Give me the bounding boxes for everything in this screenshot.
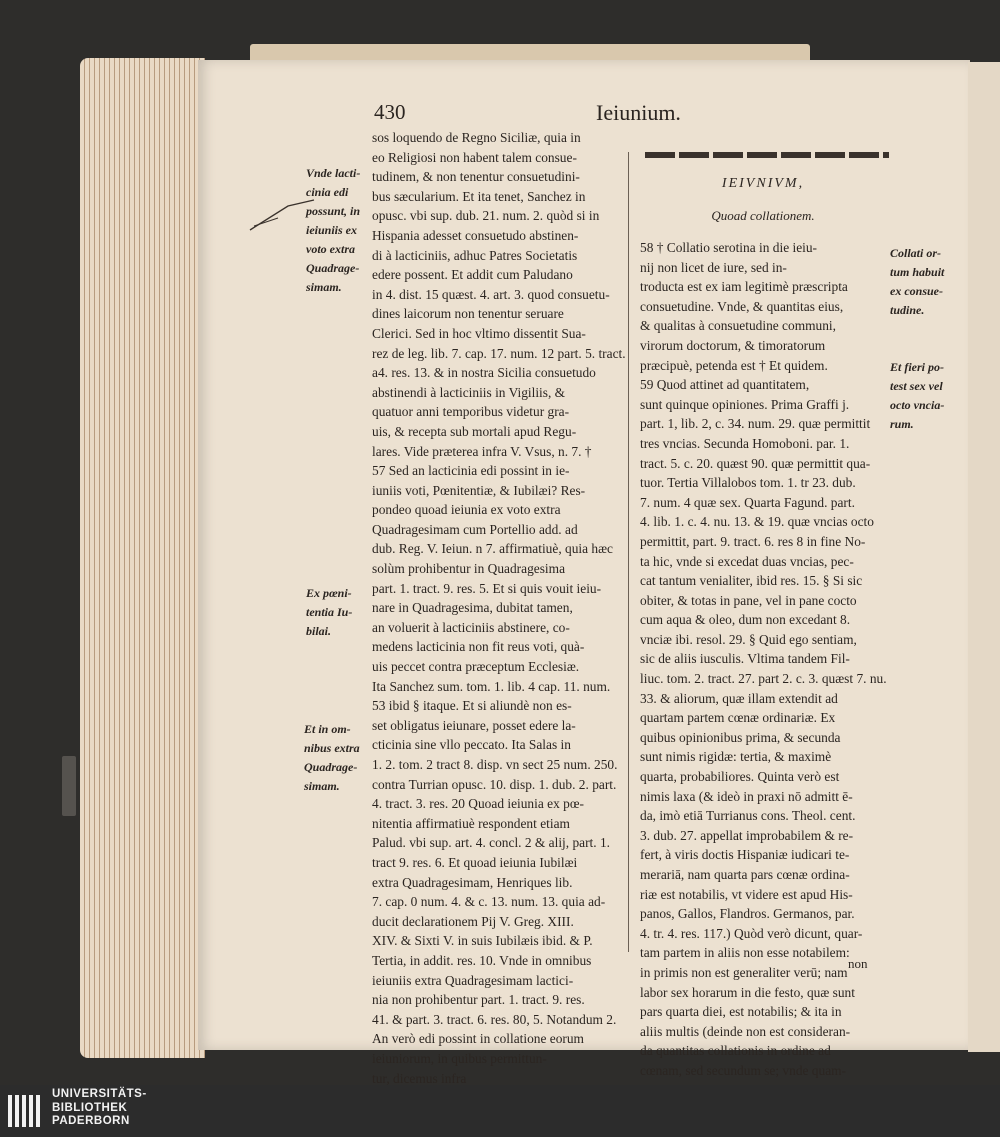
- text-line: medens lacticinia non fit reus voti, quà-: [372, 639, 585, 655]
- text-line: solùm prohibentur in Quadragesima: [372, 561, 566, 577]
- margin-gloss-5: [890, 358, 944, 434]
- text-line: 59 Quod attinet ad quantitatem,: [640, 377, 810, 393]
- text-line: part. 1, lib. 2, c. 34. num. 29. quæ permittit: [640, 416, 871, 432]
- text-line: tuor. Tertia Villalobos tom. 1. tr 23. dub.: [640, 475, 856, 491]
- text-line: nitentia affirmatiuè respondent etiam: [372, 815, 570, 831]
- gloss-line: Collati or-: [890, 246, 942, 260]
- text-line: 53 ibid § itaque. Et si aliundè non es-: [372, 698, 572, 714]
- text-line: Quadragesimam cum Portellio add. ad: [372, 521, 578, 537]
- text-line: 58 † Collatio serotina in die ieiu-: [640, 240, 818, 255]
- text-line: uis peccet contra præceptum Ecclesiæ.: [372, 659, 580, 675]
- text-line: quarta, probabiliores. Quinta verò est: [640, 769, 840, 785]
- text-line: quibus opinionibus prima, & secunda: [640, 729, 841, 745]
- margin-gloss-2: [306, 584, 352, 641]
- text-line: 4. tract. 3. res. 20 Quoad ieiunia ex pœ-: [372, 796, 584, 812]
- text-line: panos, Gallos, Flandros. Germanos, par.: [640, 906, 855, 922]
- gloss-line: tudine.: [890, 303, 925, 317]
- catchword: non: [848, 956, 868, 971]
- text-line: sunt quinque opiniones. Prima Graffi j.: [640, 396, 850, 412]
- text-line: consuetudine. Vnde, & quantitas eius,: [640, 298, 844, 314]
- text-line: 4. tr. 4. res. 117.) Quòd verò dicunt, quar-: [640, 925, 863, 941]
- gloss-line: test sex vel: [890, 379, 943, 393]
- text-line: rez de leg. lib. 7. cap. 17. num. 12 part. 5. tract.: [372, 345, 626, 361]
- text-line: vnciæ ibi. resol. 29. § Quid ego sentiam,: [640, 631, 857, 647]
- text-line: dub. Reg. V. Ieiun. n 7. affirmatiuè, quia hæc: [372, 541, 613, 557]
- text-line: bus sæcularium. Et ita tenet, Sanchez in: [372, 188, 586, 204]
- text-line: sunt nimis rigidæ: tertia, & maximè: [640, 749, 832, 765]
- text-line: fert, à viris doctis Hispaniæ iudicari te-: [640, 847, 850, 863]
- text-line: aliis multis (deinde non est consideran-: [640, 1023, 851, 1039]
- footer-bar: [0, 1085, 1000, 1137]
- text-line: nimis laxa (& ideò in praxi nō admitt ē-: [640, 788, 853, 804]
- text-line: di à lacticiniis, adhuc Patres Societatis: [372, 247, 578, 263]
- text-line: sic de aliis iusculis. Vltima tandem Fil-: [640, 651, 850, 667]
- text-line: eo Religiosi non habent talem consue-: [372, 149, 577, 165]
- text-line: cum aqua & oleo, dum non excedant 8.: [640, 612, 851, 628]
- text-line: permittit, part. 9. tract. 6. res 8 in fine No-: [640, 533, 866, 549]
- gloss-line: simam.: [304, 779, 340, 793]
- text-line: præcipuè, petenda est † Et quidem.: [640, 357, 828, 373]
- text-line: troducta est ex iam legitimè præscripta: [640, 279, 848, 295]
- text-line: nij non licet de iure, sed in-: [640, 259, 787, 275]
- text-line: quartam partem cœnæ ordinariæ. Ex: [640, 710, 836, 726]
- text-line: 33. & aliorum, quæ illam extendit ad: [640, 690, 838, 706]
- text-line: 1. 2. tom. 2 tract 8. disp. vn sect 25 num. 250.: [372, 757, 618, 772]
- gloss-line: cinia edi: [306, 185, 349, 199]
- text-line: tam partem in aliis non esse notabilem:: [640, 945, 850, 961]
- book-clasp: [62, 756, 76, 816]
- text-line: pars quarta diei, est notabilis; & ita in: [640, 1004, 842, 1020]
- section-subtitle: Quoad collationem.: [711, 208, 815, 223]
- text-line: lares. Vide præterea infra V. Vsus, n. 7. †: [372, 443, 592, 459]
- gloss-line: Ex pœni-: [306, 586, 352, 600]
- text-line: abstinendi à lacticiniis in Vigiliis, &: [372, 384, 566, 400]
- text-line: riæ est notabilis, vt videre est apud His-: [640, 886, 853, 902]
- text-line: opusc. vbi sup. dub. 21. num. 2. quòd si in: [372, 208, 600, 224]
- text-line: in 4. dist. 15 quæst. 4. art. 3. quod consuetu-: [372, 286, 610, 302]
- logo-line: BIBLIOTHEK: [52, 1101, 128, 1114]
- margin-gloss-3: [304, 720, 360, 796]
- gloss-line: Et in om-: [304, 722, 351, 736]
- gloss-line: voto extra: [306, 242, 355, 256]
- text-line: cat tantum venialiter, ibid res. 15. § Si sic: [640, 573, 863, 589]
- text-line: ieiuniorum, in quibus permittun-: [372, 1050, 547, 1066]
- text-line: dines laicorum non tenentur seruare: [372, 306, 564, 322]
- text-line: sos loquendo de Regno Siciliæ, quia in: [372, 130, 581, 145]
- running-title: Ieiunium.: [596, 100, 681, 125]
- text-line: tres vncias. Secunda Homoboni. par. 1.: [640, 435, 850, 451]
- text-line: pondeo quoad ieiunia ex voto extra: [372, 502, 561, 518]
- gloss-line: nibus extra: [304, 741, 360, 755]
- logo-line: UNIVERSITÄTS-: [52, 1088, 147, 1100]
- library-logo-text: [52, 1088, 147, 1129]
- text-line: nare in Quadragesima, dubitat tamen,: [372, 600, 573, 616]
- text-line: a4. res. 13. & in nostra Sicilia consuetudo: [372, 365, 596, 381]
- text-line: extra Quadragesimam, Henriques lib.: [372, 874, 573, 890]
- text-line: contra Turrian opusc. 10. disp. 1. dub. 2. part.: [372, 776, 617, 792]
- text-line: iuniis voti, Pœnitentiæ, & Iubilæi? Res-: [372, 482, 586, 498]
- text-line: 4. lib. 1. c. 4. nu. 13. & 19. quæ vncias octo: [640, 514, 874, 530]
- text-line: da quantitas collationis in ordine ad: [640, 1043, 831, 1059]
- text-line: nia non prohibentur part. 1. tract. 9. res.: [372, 992, 585, 1008]
- gloss-line: tum habuit: [890, 265, 945, 279]
- text-line: 3. dub. 27. appellat improbabilem & re-: [640, 827, 854, 843]
- column-divider: [628, 152, 629, 952]
- gloss-line: Quadrage-: [306, 261, 360, 275]
- gloss-line: possunt, in: [306, 204, 361, 218]
- gloss-line: ieiuniis ex: [306, 223, 358, 237]
- book-page-edges: [80, 58, 205, 1058]
- gloss-line: tentia Iu-: [306, 605, 353, 619]
- text-line: virorum doctorum, & timoratorum: [640, 337, 826, 353]
- text-line: Ita Sanchez sum. tom. 1. lib. 4 cap. 11. num.: [372, 678, 611, 694]
- facing-page-edge: [968, 62, 1000, 1052]
- page-number: 430: [374, 100, 406, 124]
- text-line: merariā, nam quarta pars cœnæ ordina-: [640, 867, 850, 882]
- library-logo-icon: [6, 1091, 46, 1131]
- text-line: set obligatus ieiunare, posset edere la-: [372, 717, 576, 733]
- gloss-line: simam.: [306, 280, 342, 294]
- margin-gloss-4: [890, 244, 944, 320]
- text-line: ieiuniis extra Quadragesimam lactici-: [372, 972, 574, 988]
- text-line: 57 Sed an lacticinia edi possint in ie-: [372, 463, 570, 479]
- text-line: 41. & part. 3. tract. 6. res. 80, 5. Notandum 2.: [372, 1011, 617, 1027]
- text-line: An verò edi possint in collatione eorum: [372, 1031, 584, 1047]
- text-line: cticinia sine vllo peccato. Ita Salas in: [372, 737, 571, 753]
- text-line: Palud. vbi sup. art. 4. concl. 2 & alij, part. 1.: [372, 835, 611, 851]
- section-title: IEIVNIVM,: [721, 176, 805, 191]
- gloss-line: octo vncia-: [890, 398, 945, 412]
- text-line: liuc. tom. 2. tract. 27. part 2. c. 3. quæst 7. nu.: [640, 671, 887, 687]
- logo-line: PADERBORN: [52, 1115, 130, 1127]
- text-line: Hispania adesset consuetudo abstinen-: [372, 227, 579, 243]
- gloss-line: Vnde lacti-: [306, 166, 361, 180]
- text-line: ta hic, vnde si excedat duas vncias, pec-: [640, 553, 854, 569]
- text-line: Clerici. Sed in hoc vltimo dissentit Sua-: [372, 325, 586, 341]
- text-line: 7. cap. 0 num. 4. & c. 13. num. 13. quia ad-: [372, 894, 606, 910]
- text-line: tract 9. res. 6. Et quoad ieiunia Iubilæi: [372, 854, 578, 870]
- text-line: uis, & recepta sub mortali apud Regu-: [372, 423, 577, 439]
- gloss-line: Et fieri po-: [890, 360, 944, 374]
- text-line: quatuor anni temporibus videtur gra-: [372, 404, 570, 420]
- text-line: cœnam, sed secundum se; vnde quam-: [640, 1062, 847, 1078]
- text-line: in primis non est generaliter verū; nam: [640, 964, 848, 980]
- gloss-line: rum.: [890, 417, 914, 431]
- page-header: [370, 100, 690, 130]
- text-line: ducit declarationem Pij V. Greg. XIII.: [372, 913, 574, 929]
- gloss-line: bilai.: [306, 624, 332, 638]
- text-line: edere possent. Et addit cum Paludano: [372, 267, 573, 283]
- text-line: an voluerit à lacticiniis abstinere, co-: [372, 619, 570, 635]
- text-line: XIV. & Sixti V. in suis Iubilæis ibid. & P.: [372, 933, 593, 949]
- left-text-column: [372, 128, 624, 1108]
- section-rule: [645, 152, 889, 158]
- text-line: obiter, & totas in pane, vel in pane cocto: [640, 592, 857, 608]
- text-line: tudinem, & non tenentur consuetudini-: [372, 169, 580, 185]
- text-line: part. 1. tract. 9. res. 5. Et si quis vouit ieiu-: [372, 580, 602, 596]
- text-line: tract. 5. c. 20. quæst 90. quæ permittit qua-: [640, 455, 871, 471]
- text-line: & qualitas à consuetudine communi,: [640, 318, 836, 334]
- text-line: 7. num. 4 quæ sex. Quarta Fagund. part.: [640, 494, 855, 510]
- text-line: tur, dicemus infra: [372, 1070, 467, 1086]
- text-line: da, imò etiā Turrianus cons. Theol. cent.: [640, 808, 856, 824]
- text-line: labor sex horarum in die festo, quæ sunt: [640, 984, 855, 1000]
- gloss-line: Quadrage-: [304, 760, 358, 774]
- gloss-line: ex consue-: [890, 284, 943, 298]
- margin-gloss-1: [306, 164, 360, 297]
- text-line: Tertia, in addit. res. 10. Vnde in omnibus: [372, 952, 592, 968]
